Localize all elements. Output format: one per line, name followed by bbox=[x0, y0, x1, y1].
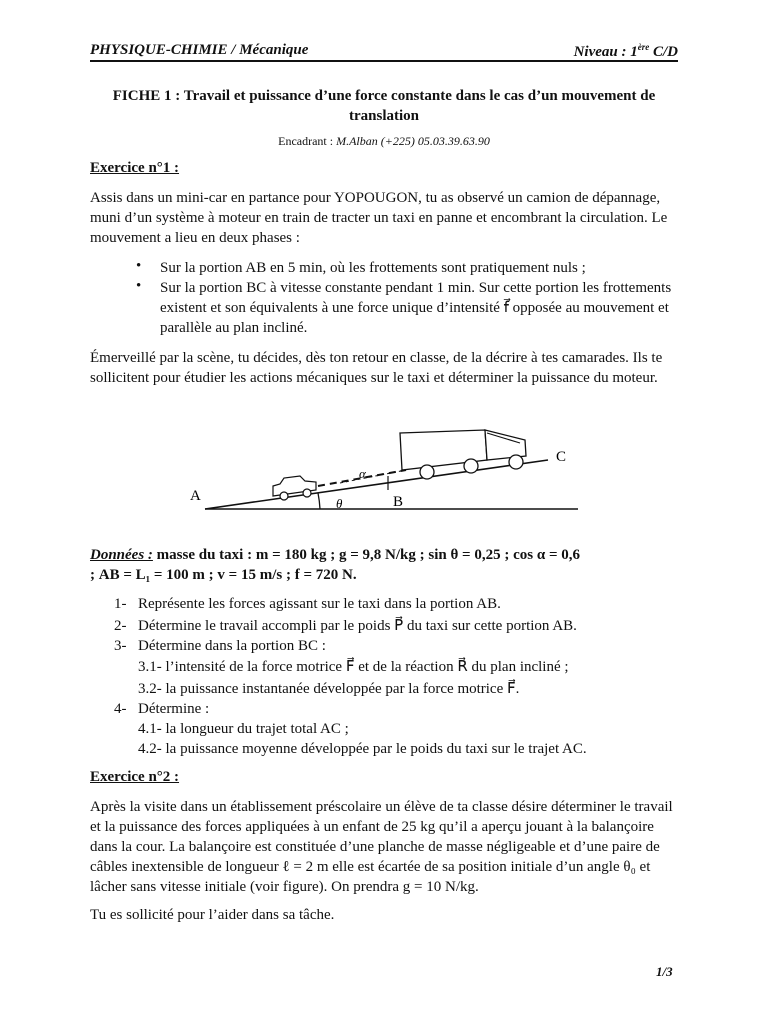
bullet-dot: • bbox=[136, 278, 142, 294]
theta-arc bbox=[318, 493, 320, 509]
question-text: 3.2- la puissance instantanée développée par la force motrice F⃗. bbox=[138, 681, 520, 697]
question-number: 2- bbox=[114, 618, 127, 634]
question-text: Représente les forces agissant sur le taxi dans la portion AB. bbox=[138, 596, 501, 612]
supervisor-name: M.Alban (+225) 05.03.39.63.90 bbox=[336, 134, 490, 148]
label-c: C bbox=[556, 449, 567, 465]
level-suffix: C/D bbox=[649, 44, 678, 60]
level-sup: ère bbox=[637, 42, 650, 52]
label-b: B bbox=[393, 494, 404, 510]
question-text: 4.2- la puissance moyenne développée par le poids du taxi sur le trajet AC. bbox=[138, 741, 587, 757]
data-block bbox=[90, 545, 675, 585]
exercise1-intro: Assis dans un mini-car en partance pour YOPOUGON, tu as observé un camion de dépannage, muni d’un système à moteur en train de tracter un taxi en panne et encombrant la circulation. Le mouvement a lieu en deux phases : bbox=[90, 190, 668, 246]
subject-label: PHYSIQUE-CHIMIE / Mécanique bbox=[90, 42, 309, 58]
question-row bbox=[138, 719, 678, 739]
bullet-item-ab: Sur la portion AB en 5 min, où les frottements sont pratiquement nuls ; bbox=[160, 260, 586, 276]
question-row bbox=[138, 679, 678, 699]
incline-line bbox=[205, 460, 548, 509]
question-row bbox=[138, 739, 678, 759]
sheet-title: FICHE 1 : Travail et puissance d’une force constante dans le cas d’un mouvement de translation bbox=[112, 88, 656, 124]
label-a: A bbox=[190, 488, 201, 504]
supervisor-label: Encadrant : bbox=[278, 134, 337, 148]
exercise1-title: Exercice n°1 : bbox=[90, 160, 180, 176]
incline-figure bbox=[180, 420, 600, 520]
exercise2-title: Exercice n°2 : bbox=[90, 769, 180, 785]
question-text: 4.1- la longueur du trajet total AC ; bbox=[138, 721, 349, 737]
question-text: Détermine : bbox=[138, 701, 210, 717]
question-text: Détermine dans la portion BC : bbox=[138, 638, 326, 654]
label-theta: θ bbox=[336, 496, 343, 511]
page-number: 1/3 bbox=[656, 964, 673, 979]
data-label: Données : bbox=[90, 547, 153, 563]
exercise1-story: Émerveillé par la scène, tu décides, dès ton retour en classe, de la décrire à tes camarades. Ils te sollicitent pour étudier les actions mécaniques sur le taxi et déterminer la puissance du moteur. bbox=[90, 350, 663, 386]
supervisor-line bbox=[90, 134, 678, 149]
data-line2: ; AB = L₁ = 100 m ; v = 15 m/s ; f = 720 N. bbox=[90, 567, 357, 583]
level-prefix: Niveau : 1 bbox=[573, 44, 638, 60]
question-number: 3- bbox=[114, 638, 127, 654]
question-number: 4- bbox=[114, 701, 127, 717]
label-alpha: α bbox=[359, 466, 366, 481]
bullet-item-bc: Sur la portion BC à vitesse constante pendant 1 min. Sur cette portion les frottements existent et son équivalents à une force unique d’intensité f⃗ opposée au mouvement et parallèle au plan incliné. bbox=[160, 280, 672, 336]
question-number: 1- bbox=[114, 596, 127, 612]
question-text: Détermine le travail accompli par le poids P⃗ du taxi sur cette portion AB. bbox=[138, 618, 577, 634]
question-row bbox=[138, 657, 678, 677]
page-header bbox=[90, 40, 678, 62]
data-line1: masse du taxi : m = 180 kg ; g = 9,8 N/kg ; sin θ = 0,25 ; cos α = 0,6 bbox=[152, 547, 580, 563]
bullet-dot: • bbox=[136, 258, 142, 274]
level-label bbox=[574, 42, 678, 61]
exercise2-closing: Tu es sollicité pour l’aider dans sa tâche. bbox=[90, 907, 335, 923]
exercise2-text: Après la visite dans un établissement préscolaire un élève de ta classe désire déterminer le travail et la puissance des forces appliquées à un enfant de 25 kg qu’il a aperçu jouant à la balançoire dans la cour. La balançoire est constituée d’une planche de masse négligeable et d’une paire de câbles inextensible de longueur ℓ = 2 m elle est écartée de sa position initiale d’un angle θ₀ et lâcher sans vitesse initiale (voir figure). On prendra g = 10 N/kg. bbox=[90, 799, 673, 895]
question-text: 3.1- l’intensité de la force motrice F⃗ et de la réaction R⃗ du plan incliné ; bbox=[138, 659, 569, 675]
